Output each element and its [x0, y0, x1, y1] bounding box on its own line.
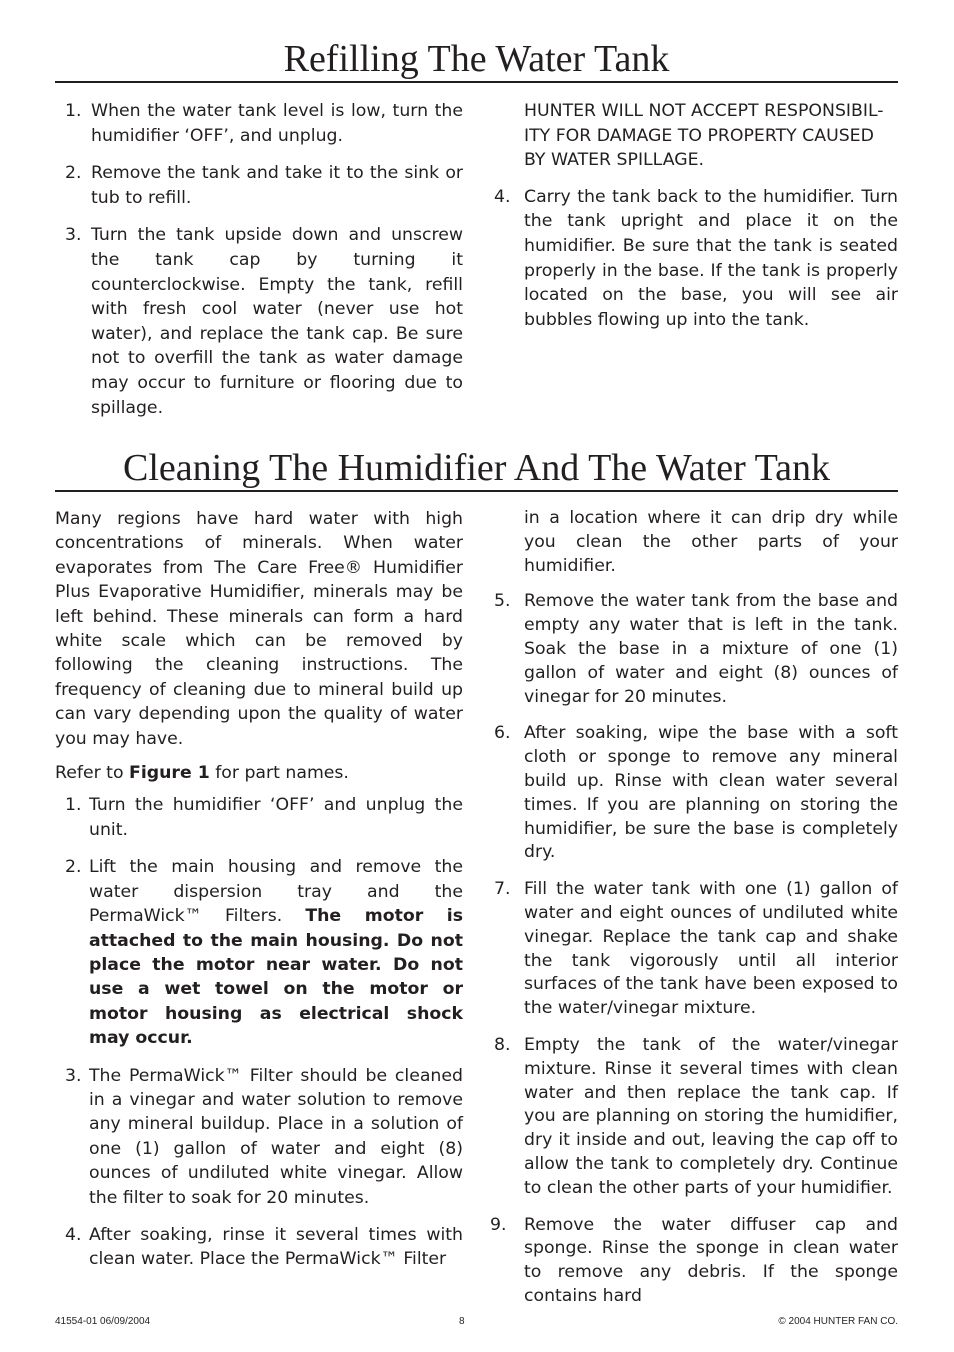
footer-doc-id: 41554-01 06/09/2004: [55, 1316, 151, 1327]
item-text: Turn the humidifier ‘OFF’ and unplug the unit.: [89, 795, 463, 840]
list-item: [55, 855, 463, 1050]
list-item: [55, 223, 463, 420]
item-text: The PermaWick™ Filter should be cleaned in a vinegar and water solution to remove any mineral buildup. Place in a solution of one (1) gallon of water and eight (8) ounces of undiluted white vinegar. Allow the filter to soak for 20 minutes.: [89, 1065, 463, 1208]
item-number: 9.: [490, 1214, 507, 1235]
item-text: Remove the water tank from the base and empty any water that is left in the tank. Soak the base in a mixture of one (1) gallon of water and eight (8) ounces of vinegar for 20 minutes.: [524, 591, 898, 707]
item-text: Empty the tank of the water/vinegar mixture. Rinse it several times with clean water and then replace the tank cap. If you are planning on storing the humidifier, dry it inside and out, leaving the cap off to allow the tank to completely dry. Continue to clean the other parts of your humidifier.: [524, 1034, 898, 1198]
item-number: 2.: [65, 857, 82, 878]
refer-prefix: Refer to: [55, 763, 130, 784]
list-item: [490, 185, 898, 333]
list-item: [490, 722, 898, 865]
list-item: [490, 878, 898, 1021]
item-text: Remove the water diffuser cap and sponge. Rinse the sponge in clean water to remove any debris. If the sponge contains hard: [524, 1214, 898, 1306]
refill-left-column: [55, 99, 463, 433]
item-text: Turn the tank upside down and unscrew the tank cap by turning it counterclockwise. Empty the tank, refill with fresh cool water (never use hot water), and replace the tank cap. Be sure not to overfill the tank as water damage may occur to furniture or flooring due to spillage.: [91, 225, 463, 418]
item-number: 1.: [65, 795, 82, 816]
list-item: [55, 1223, 463, 1272]
item-text: Remove the tank and take it to the sink or tub to refill.: [91, 163, 463, 208]
cleaning-right-column: [490, 507, 898, 1322]
refer-paragraph: [55, 761, 463, 785]
item-text: Lift the main housing and remove the water dispersion tray and the PermaWick™ Filters.: [89, 857, 463, 927]
footer-copyright: © 2004 HUNTER FAN CO.: [778, 1316, 898, 1327]
figure-reference: Figure 1: [129, 763, 210, 784]
item-number: 3.: [65, 1065, 82, 1086]
item-text: Carry the tank back to the humidifier. Turn the tank upright and place it on the humidifier. Be sure that the tank is seated properly in the base. If the tank is properly located on the base, you will see air bubbles flowing up into the tank.: [524, 186, 898, 330]
item-number: 5.: [494, 591, 511, 612]
item-text: Fill the water tank with one (1) gallon of water and eight ounces of undiluted white vinegar. Replace the tank cap and shake the tank vigorously until all interior surfaces of the tank have been exposed to the water/vinegar mixture.: [524, 879, 898, 1019]
list-item: [55, 161, 463, 210]
list-item: [55, 793, 463, 842]
item-number: 8.: [494, 1034, 511, 1055]
item-text: After soaking, wipe the base with a soft cloth or sponge to remove any mineral build up. Rinse with clean water several times. If you are planning on storing the humidifier, be sure the base is completely dry.: [524, 723, 898, 863]
list-item: [55, 99, 463, 148]
item-number: 3.: [65, 225, 82, 246]
warning-text: HUNTER WILL NOT ACCEPT RESPONSIBIL-ITY FOR DAMAGE TO PROPERTY CAUSED BY WATER SPILLAGE.: [524, 101, 884, 171]
item-number: 6.: [494, 723, 511, 744]
section-title-cleaning: Cleaning The Humidifier And The Water Tank: [55, 449, 898, 492]
item-number: 4.: [494, 186, 511, 207]
list-item: [490, 1034, 898, 1201]
item-number: 1.: [65, 101, 82, 121]
list-item: [490, 1214, 898, 1309]
list-item: [490, 590, 898, 709]
item4-continuation: in a location where it can drip dry while you clean the other parts of your humidifier.: [524, 508, 898, 576]
cleaning-left-column: [55, 507, 463, 1285]
item-number: 7.: [494, 879, 511, 900]
list-item: [55, 1064, 463, 1210]
item-number: 4.: [65, 1224, 82, 1245]
item-text: After soaking, rinse it several times with clean water. Place the PermaWick™ Filter: [89, 1224, 463, 1270]
electrical-warning: The motor is attached to the main housing. Do not place the motor near water. Do not use a wet towel on the motor or motor housing as electrical shock may occur.: [89, 906, 463, 1049]
refill-right-column: [490, 99, 898, 345]
section-title-refilling: Refilling The Water Tank: [55, 40, 898, 83]
refer-suffix: for part names.: [209, 763, 349, 784]
footer-page-number: 8: [459, 1316, 465, 1327]
item-number: 2.: [65, 163, 82, 184]
item-text: When the water tank level is low, turn the humidifier ‘OFF’, and unplug.: [91, 101, 463, 146]
intro-paragraph: Many regions have hard water with high concentrations of minerals. When water evaporates from The Care Free® Humidifier Plus Evaporative Humidifier, minerals may be left behind. These minerals can form a hard white scale which can be removed by following the cleaning instructions. The frequency of cleaning due to mineral build up can vary depending upon the quality of water you may have.: [55, 509, 463, 749]
